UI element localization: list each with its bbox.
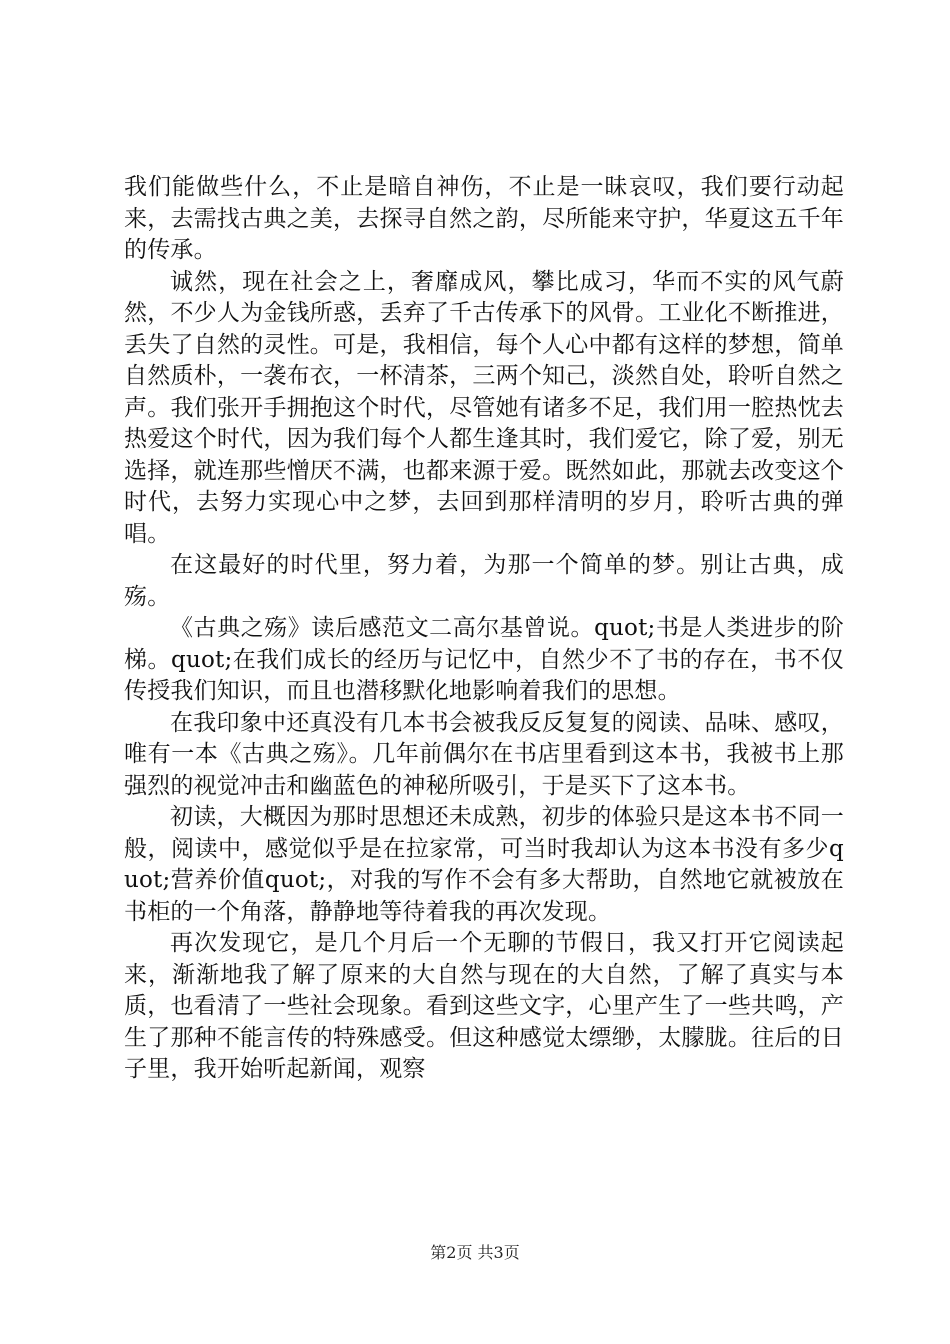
paragraph: 在我印象中还真没有几本书会被我反反复复的阅读、品味、感叹，唯有一本《古典之殇》。几年前偶尔在书店里看到这本书，我被书上那强烈的视觉冲击和幽蓝色的神秘所吸引，于是买下了这本书。 <box>124 709 844 799</box>
paragraph: 再次发现它，是几个月后一个无聊的节假日，我又打开它阅读起来，渐渐地我了解了原来的大自然与现在的大自然，了解了真实与本质，也看清了一些社会现象。看到这些文字，心里产生了一些共鸣，产生了那种不能言传的特殊感受。但这种感觉太缥缈，太朦胧。往后的日子里，我开始听起新闻，观察 <box>124 930 844 1082</box>
paragraph: 《古典之殇》读后感范文二高尔基曾说。quot;书是人类进步的阶梯。quot;在我们成长的经历与记忆中，自然少不了书的存在，书不仅传授我们知识，而且也潜移默化地影响着我们的思想。 <box>124 615 844 704</box>
page-number-footer: 第2页 共3页 <box>430 1243 520 1262</box>
paragraph: 初读，大概因为那时思想还未成熟，初步的体验只是这本书不同一般，阅读中，感觉似乎是在拉家常，可当时我却认为这本书没有多少quot;营养价值quot;，对我的写作不会有多大帮助，自然地它就被放在书柜的一个角落，静静地等待着我的再次发现。 <box>124 804 844 925</box>
document-body <box>124 172 844 1086</box>
paragraph: 诚然，现在社会之上，奢靡成风，攀比成习，华而不实的风气蔚然，不少人为金钱所惑，丢弃了千古传承下的风骨。工业化不断推进，丢失了自然的灵性。可是，我相信，每个人心中都有这样的梦想，简单自然质朴，一袭布衣，一杯清茶，三两个知己，淡然自处，聆听自然之声。我们张开手拥抱这个时代，尽管她有诸多不足，我们用一腔热忱去热爱这个时代，因为我们每个人都生逢其时，我们爱它，除了爱，别无选择，就连那些憎厌不满，也都来源于爱。既然如此，那就去改变这个时代，去努力实现心中之梦，去回到那样清明的岁月，聆听古典的弹唱。 <box>124 268 844 547</box>
paragraph: 我们能做些什么，不止是暗自神伤，不止是一昧哀叹，我们要行动起来，去需找古典之美，去探寻自然之韵，尽所能来守护，华夏这五千年的传承。 <box>124 174 844 263</box>
paragraph: 在这最好的时代里，努力着，为那一个简单的梦。别让古典，成殇。 <box>124 552 844 610</box>
